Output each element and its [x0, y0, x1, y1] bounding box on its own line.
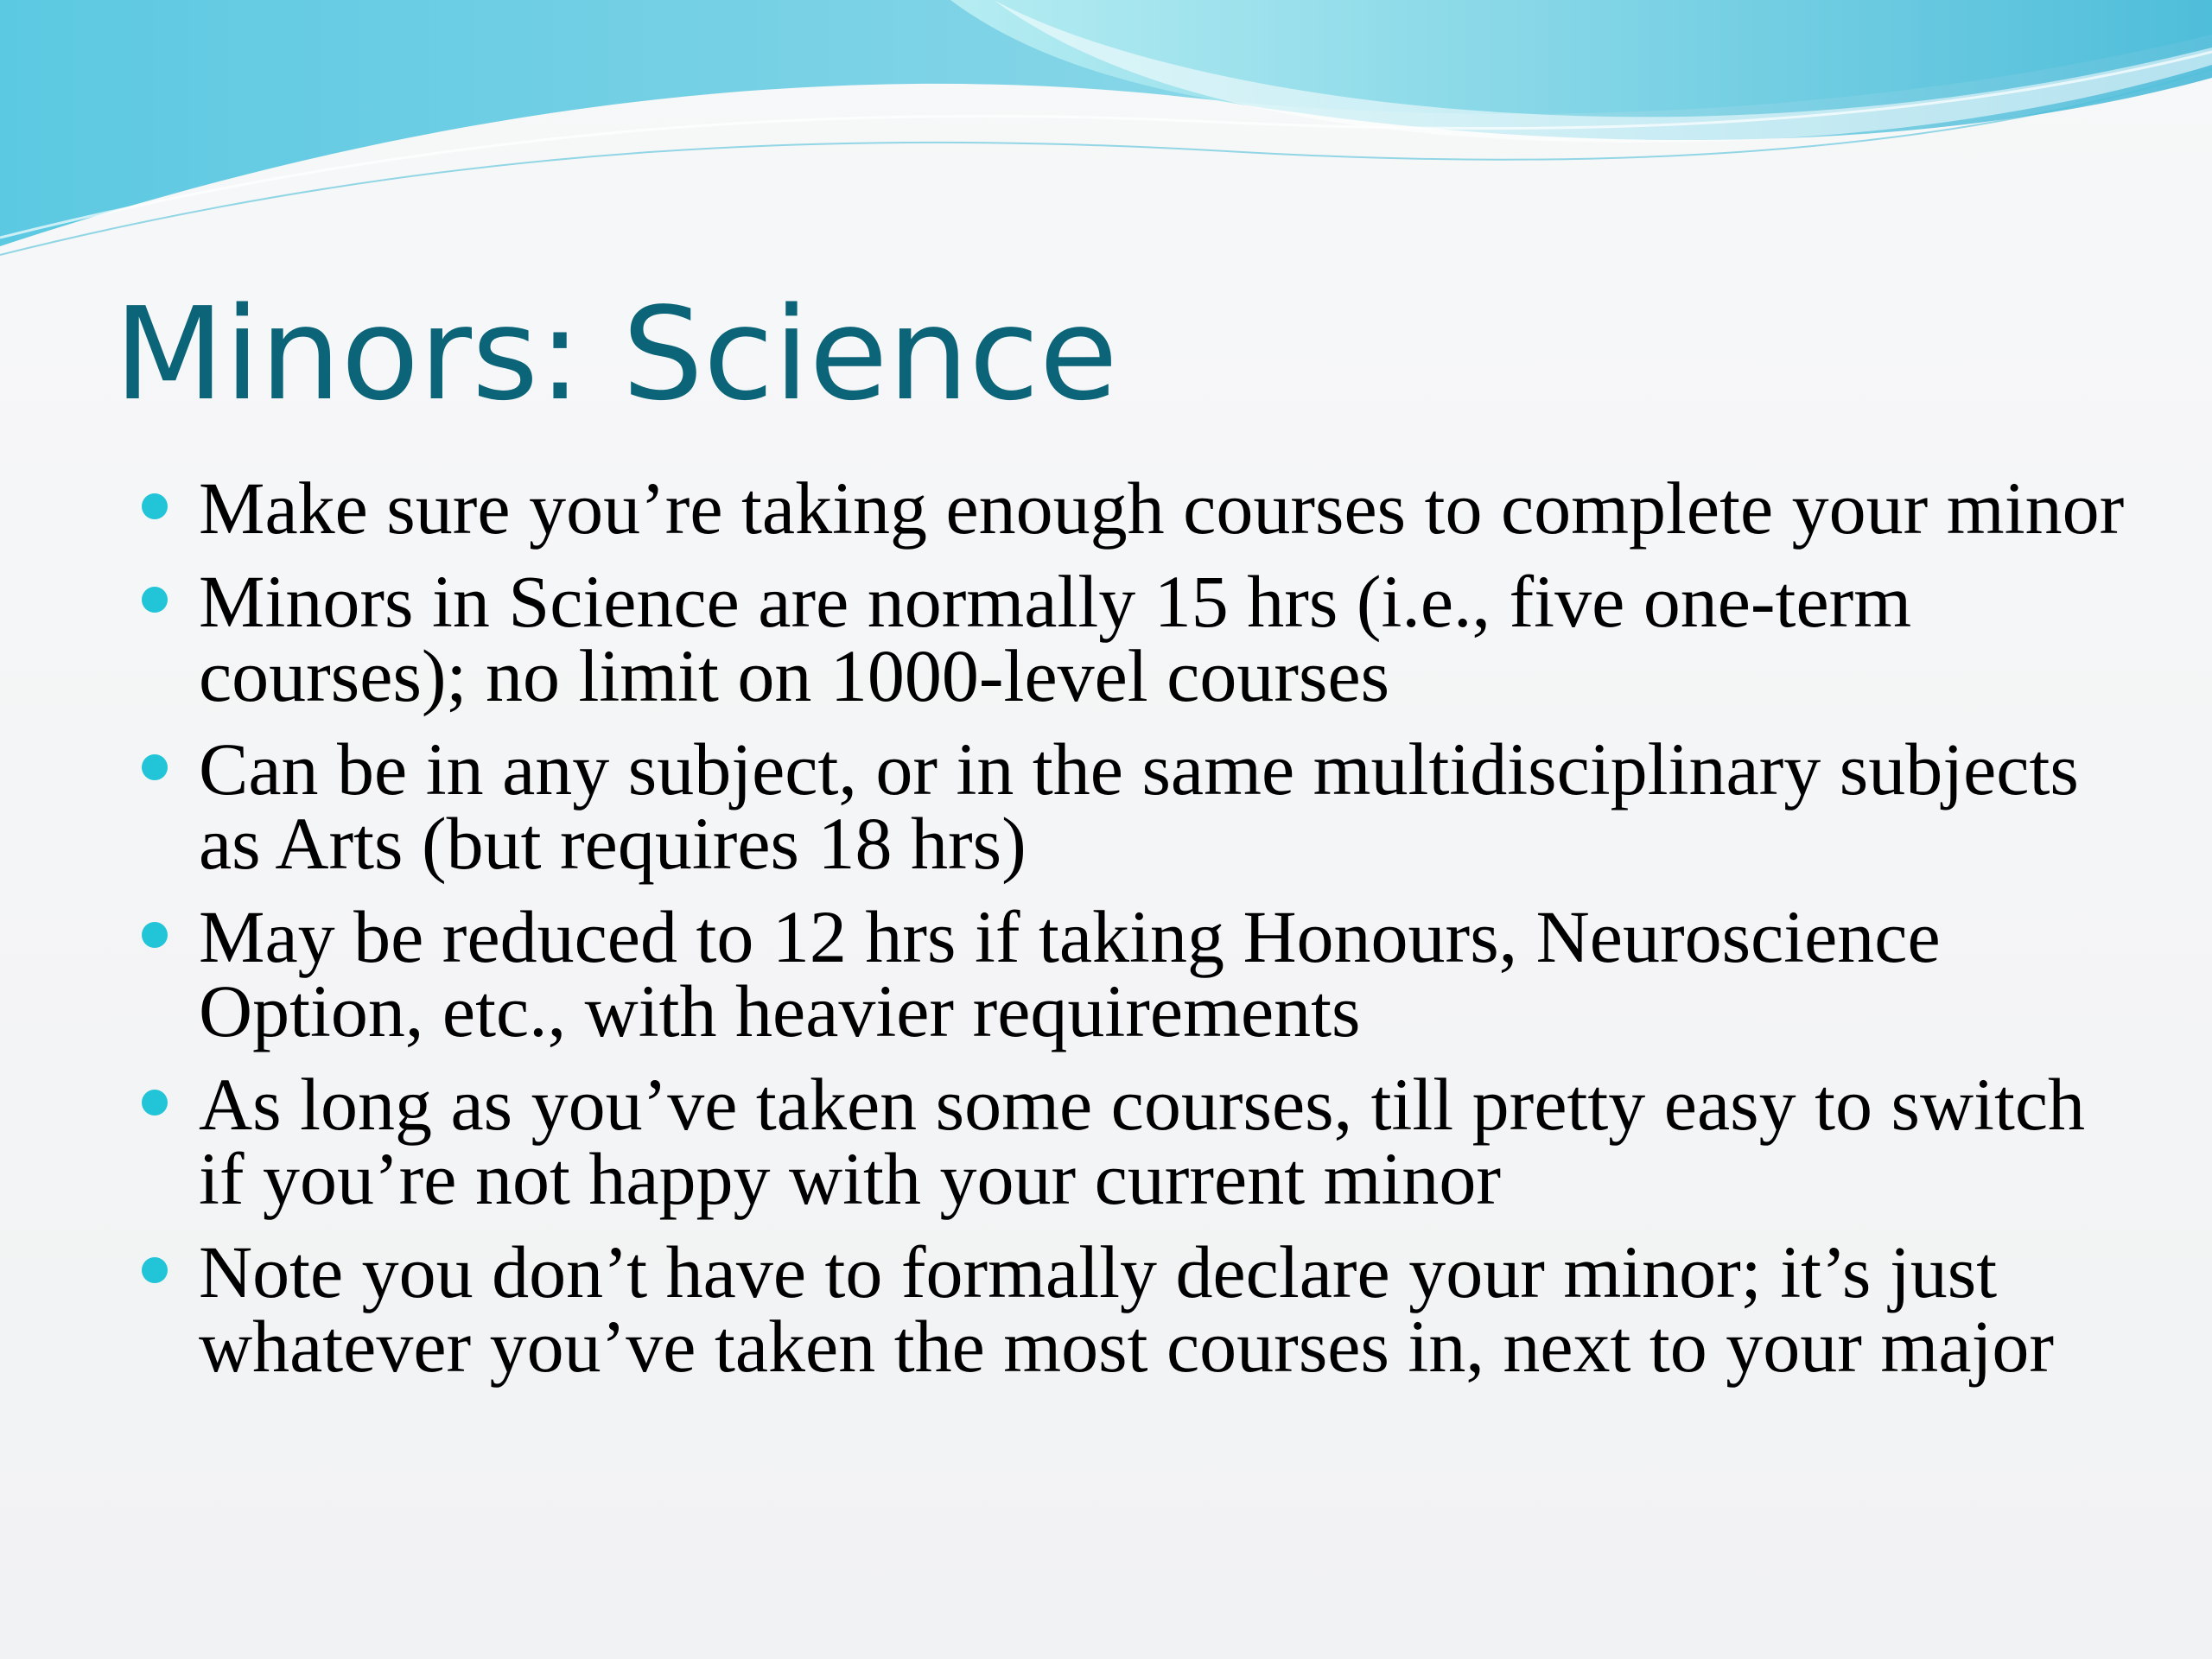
bullet-list: [138, 467, 2126, 1402]
bullet-dot-icon: [142, 754, 168, 780]
bullet-item: [138, 1230, 2126, 1388]
bullet-text: Note you don’t have to formally declare your minor; it’s just whatever you’ve taken the most courses in, next to your major: [199, 1230, 2055, 1388]
bullet-text: May be reduced to 12 hrs if taking Honours, Neuroscience Option, etc., with heavier requirements: [199, 895, 1941, 1052]
bullet-item: [138, 1063, 2126, 1220]
bullet-dot-icon: [142, 1090, 168, 1116]
bullet-dot-icon: [142, 493, 168, 519]
bullet-item: [138, 467, 2126, 550]
bullet-text: As long as you’ve taken some courses, till pretty easy to switch if you’re not happy with your current minor: [199, 1063, 2086, 1220]
slide-title: Minors: Science: [114, 280, 1118, 429]
bullet-text: Minors in Science are normally 15 hrs (i.e., five one-term courses); no limit on 1000-level courses: [199, 560, 1912, 717]
bullet-dot-icon: [142, 587, 168, 613]
bullet-text: Make sure you’re taking enough courses to complete your minor: [199, 467, 2125, 550]
bullet-item: [138, 560, 2126, 717]
bullet-item: [138, 895, 2126, 1052]
bullet-item: [138, 728, 2126, 885]
header-wave-decoration: [0, 0, 2212, 285]
bullet-dot-icon: [142, 922, 168, 948]
bullet-text: Can be in any subject, or in the same multidisciplinary subjects as Arts (but requires 18 hrs): [199, 728, 2079, 885]
bullet-dot-icon: [142, 1257, 168, 1283]
